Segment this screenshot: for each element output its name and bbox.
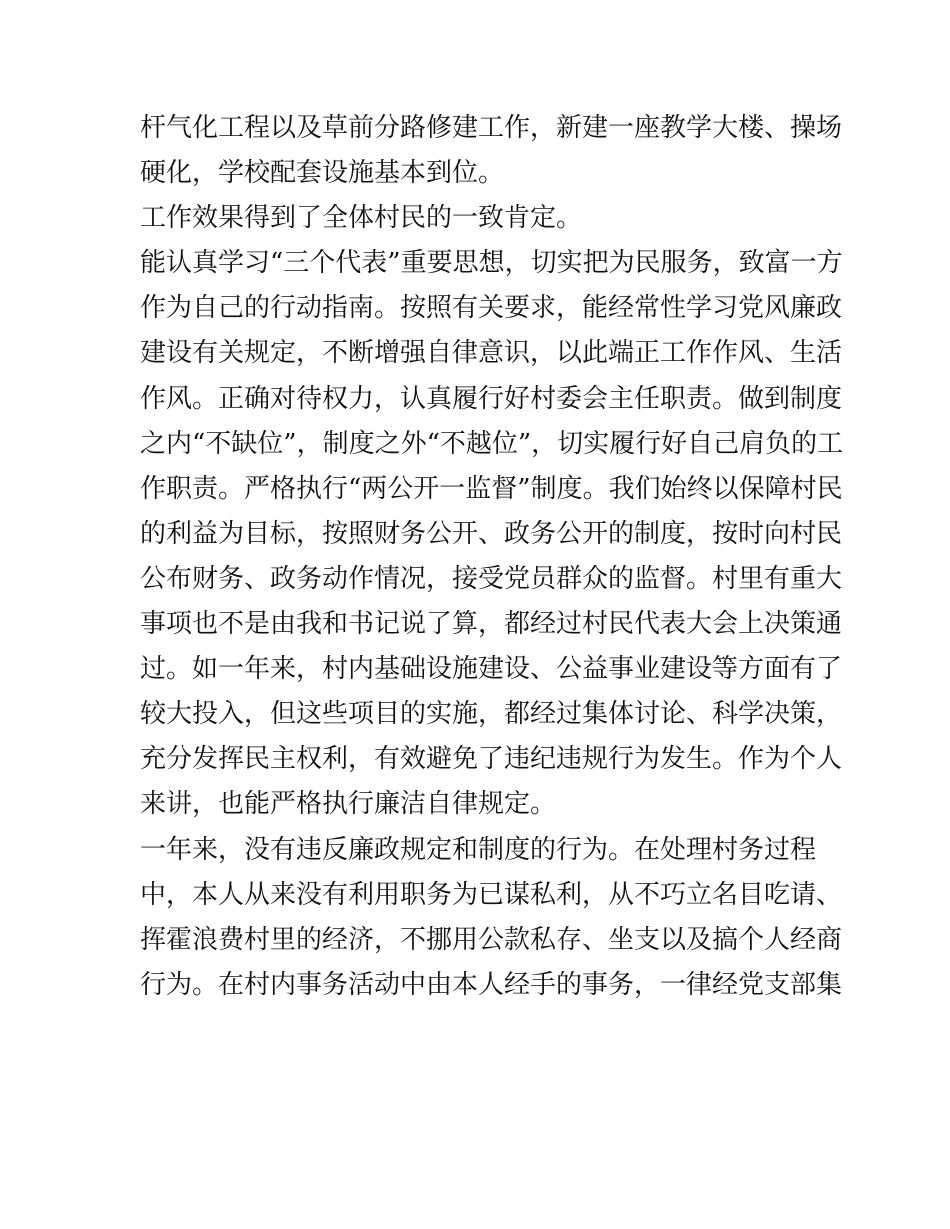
text-line: 作为自己的行动指南。按照有关要求，能经常性学习党风廉政 [140,293,843,324]
text-line: 的利益为目标，按照财务公开、政务公开的制度，按时向村民 [140,518,843,549]
text-line: 来讲，也能严格执行廉洁自律规定。 [140,789,557,820]
text-line: 过。如一年来，村内基础设施建设、公益事业建设等方面有了 [140,654,843,685]
text-line: 硬化，学校配套设施基本到位。 [140,158,505,189]
text-line: 作职责。严格执行“两公开一监督”制度。我们始终以保障村民 [140,473,843,504]
text-line: 较大投入，但这些项目的实施，都经过集体讨论、科学决策， [140,699,843,730]
text-line: 公布财务、政务动作情况，接受党员群众的监督。村里有重大 [140,563,843,594]
text-line: 作风。正确对待权力，认真履行好村委会主任职责。做到制度 [140,383,843,414]
text-line: 一年来，没有违反廉政规定和制度的行为。在处理村务过程 [140,834,817,865]
text-line: 工作效果得到了全体村民的一致肯定。 [140,203,583,234]
text-line: 事项也不是由我和书记说了算，都经过村民代表大会上决策通 [140,609,843,640]
text-line: 行为。在村内事务活动中由本人经手的事务，一律经党支部集 [140,969,843,1000]
text-line: 之内“不缺位”，制度之外“不越位”，切实履行好自己肩负的工 [140,428,844,459]
text-line: 能认真学习“三个代表”重要思想，切实把为民服务，致富一方 [140,248,843,279]
text-line: 充分发挥民主权利，有效避免了违纪违规行为发生。作为个人 [140,744,843,775]
text-line: 建设有关规定，不断增强自律意识，以此端正工作作风、生活 [140,338,843,369]
text-line: 杆气化工程以及草前分路修建工作，新建一座教学大楼、操场 [140,113,843,143]
text-line: 挥霍浪费村里的经济，不挪用公款私存、坐支以及搞个人经商 [140,924,843,955]
text-line: 中，本人从来没有利用职务为已谋私利，从不巧立名目吃请、 [140,879,843,910]
document-body [140,106,844,1008]
